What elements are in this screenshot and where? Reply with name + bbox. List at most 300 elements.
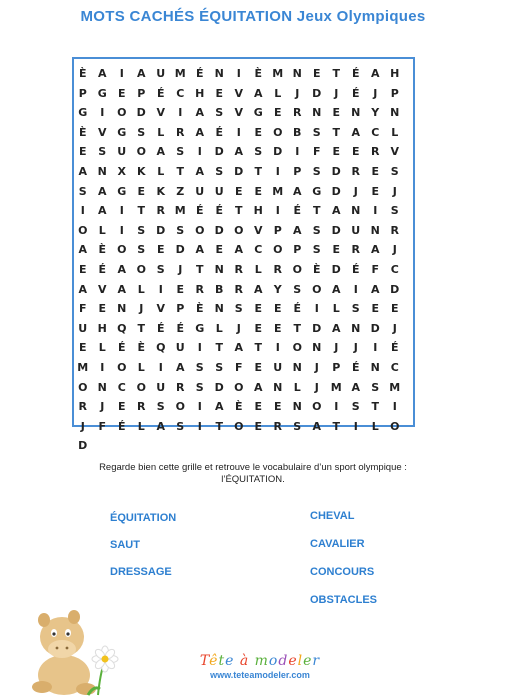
grid-cell: D xyxy=(156,223,166,237)
grid-cell: H xyxy=(195,86,205,100)
grid-cell: P xyxy=(78,86,87,100)
grid-cell: I xyxy=(334,400,339,414)
grid-cell: V xyxy=(253,223,263,237)
grid-cell: A xyxy=(351,125,360,139)
grid-cell: S xyxy=(137,223,146,237)
grid-cell: A xyxy=(234,341,243,355)
word-search-grid xyxy=(73,64,415,456)
grid-cell: A xyxy=(136,67,146,80)
page-title: MOTS CACHÉS ÉQUITATION Jeux Olympiques xyxy=(80,8,426,25)
grid-cell: S xyxy=(156,400,165,414)
grid-cell: A xyxy=(156,145,165,159)
grid-cell: V xyxy=(97,125,107,139)
grid-cell: R xyxy=(293,106,302,120)
grid-cell: È xyxy=(195,302,204,316)
grid-cell: J xyxy=(139,302,144,316)
grid-cell: T xyxy=(332,67,340,80)
grid-cell: U xyxy=(156,380,166,394)
grid-cell: E xyxy=(215,86,223,100)
grid-cell: L xyxy=(274,86,282,100)
grid-cell: J xyxy=(178,262,183,276)
grid-cell: V xyxy=(234,86,243,100)
grid-cell: V xyxy=(390,145,399,159)
grid-cell: A xyxy=(78,243,87,257)
grid-cell: A xyxy=(214,400,224,414)
grid-cell: D xyxy=(214,145,224,159)
grid-cell: M xyxy=(77,360,89,374)
grid-cell: E xyxy=(371,164,379,178)
grid-cell: I xyxy=(197,400,202,414)
grid-cell: O xyxy=(78,380,88,394)
grid-cell: É xyxy=(195,67,204,80)
grid-cell: V xyxy=(97,282,107,296)
grid-cell: L xyxy=(98,341,106,355)
grid-cell: R xyxy=(176,380,185,394)
grid-cell: O xyxy=(136,145,146,159)
grid-cell: Y xyxy=(371,106,380,120)
grid-cell: D xyxy=(136,106,146,120)
grid-cell: É xyxy=(117,341,126,355)
grid-cell: J xyxy=(80,419,85,433)
grid-cell: E xyxy=(137,184,145,198)
grid-cell: È xyxy=(78,125,87,139)
grid-cell: S xyxy=(156,262,165,276)
grid-cell: D xyxy=(214,380,224,394)
grid-cell: E xyxy=(332,145,340,159)
grid-cell: I xyxy=(197,341,202,355)
grid-cell: C xyxy=(117,380,126,394)
grid-cell: È xyxy=(254,67,262,80)
grid-cell: A xyxy=(117,262,126,276)
grid-cell: É xyxy=(351,262,360,276)
grid-cell: I xyxy=(119,223,124,237)
grid-cell: E xyxy=(371,184,379,198)
grid-cell: N xyxy=(312,106,322,120)
grid-cell: N xyxy=(97,164,107,178)
grid-cell: V xyxy=(234,106,243,120)
grid-cell: N xyxy=(273,380,283,394)
grid-cell: O xyxy=(234,380,244,394)
grid-cell: É xyxy=(390,341,399,355)
site-logo xyxy=(185,653,335,680)
grid-cell: E xyxy=(98,302,106,316)
grid-cell: F xyxy=(371,262,379,276)
grid-cell: G xyxy=(253,106,263,120)
grid-cell: R xyxy=(371,145,380,159)
word-saut: SAUT xyxy=(110,539,140,551)
grid-cell: N xyxy=(292,360,302,374)
grid-cell: E xyxy=(273,302,282,316)
grid-cell: A xyxy=(253,282,263,296)
grid-cell: S xyxy=(312,125,321,139)
instructions xyxy=(40,462,466,486)
grid-cell: S xyxy=(176,419,185,433)
grid-cell: P xyxy=(390,86,399,100)
grid-cell: S xyxy=(137,125,146,139)
grid-cell: K xyxy=(156,184,166,198)
grid-cell: E xyxy=(254,321,262,335)
grid-cell: V xyxy=(156,302,165,316)
grid-cell: A xyxy=(370,243,380,257)
grid-cell: D xyxy=(175,243,185,257)
site-url: www.teteamodeler.com xyxy=(210,670,310,680)
grid-cell: U xyxy=(214,184,224,198)
grid-cell: O xyxy=(273,243,283,257)
grid-cell: I xyxy=(119,204,124,218)
grid-cell: E xyxy=(234,184,243,198)
grid-cell: V xyxy=(156,106,165,120)
grid-cell: J xyxy=(295,86,300,100)
grid-cell: E xyxy=(254,400,262,414)
grid-cell: D xyxy=(331,164,341,178)
grid-cell: É xyxy=(351,67,360,80)
grid-cell: T xyxy=(312,204,321,218)
grid-cell: R xyxy=(137,400,146,414)
grid-cell: O xyxy=(292,262,302,276)
word-obstacles: OBSTACLES xyxy=(310,594,378,606)
grid-cell: N xyxy=(351,204,361,218)
grid-cell: A xyxy=(195,106,204,120)
grid-cell: E xyxy=(312,67,321,80)
word-cavalier: CAVALIER xyxy=(310,538,365,550)
grid-cell: S xyxy=(293,282,302,296)
grid-cell: S xyxy=(390,164,399,178)
grid-cell: I xyxy=(275,164,280,178)
brand-logo-text: Tête à modeler xyxy=(199,653,321,669)
grid-cell: S xyxy=(351,302,360,316)
grid-cell: A xyxy=(97,204,107,218)
grid-cell: R xyxy=(390,223,399,237)
grid-cell: L xyxy=(98,223,106,237)
grid-cell: A xyxy=(97,184,107,198)
grid-cell: H xyxy=(253,204,263,218)
grid-cell: J xyxy=(334,86,339,100)
grid-cell: P xyxy=(273,223,282,237)
grid-cell: I xyxy=(353,419,358,433)
grid-cell: D xyxy=(312,86,322,100)
grid-cell: M xyxy=(272,184,284,198)
grid-cell: T xyxy=(254,164,262,178)
grid-cell: L xyxy=(215,321,223,335)
grid-cell: E xyxy=(273,400,282,414)
grid-cell: A xyxy=(195,164,204,178)
grid-cell: C xyxy=(176,86,185,100)
grid-cell: J xyxy=(373,86,378,100)
grid-cell: R xyxy=(195,282,204,296)
grid-cell: I xyxy=(275,341,280,355)
grid-cell: R xyxy=(273,262,282,276)
grid-cell: E xyxy=(332,243,340,257)
grid-cell: H xyxy=(97,321,107,335)
grid-cell: I xyxy=(353,282,358,296)
grid-cell: É xyxy=(176,321,184,335)
grid-cell: C xyxy=(390,360,399,374)
grid-cell: E xyxy=(254,360,262,374)
grid-cell: É xyxy=(351,86,360,100)
grid-cell: N xyxy=(312,341,322,355)
grid-cell: A xyxy=(195,125,204,139)
grid-cell: S xyxy=(176,223,185,237)
word-cheval: CHEVAL xyxy=(310,510,355,522)
grid-cell: S xyxy=(78,184,87,198)
grid-cell: N xyxy=(292,67,302,80)
grid-cell: G xyxy=(117,125,127,139)
grid-cell: É xyxy=(156,321,165,335)
grid-cell: A xyxy=(370,282,380,296)
grid-cell: A xyxy=(331,282,341,296)
grid-cell: P xyxy=(176,302,185,316)
grid-cell: O xyxy=(78,223,88,237)
grid-cell: É xyxy=(195,204,204,218)
word-dressage: DRESSAGE xyxy=(110,566,172,578)
grid-cell: I xyxy=(158,282,163,296)
grid-cell: É xyxy=(117,419,126,433)
grid-cell: T xyxy=(234,204,243,218)
grid-cell: M xyxy=(330,380,342,394)
grid-cell: U xyxy=(175,341,185,355)
grid-cell: E xyxy=(273,106,282,120)
grid-cell: D xyxy=(390,282,400,296)
grid-cell: T xyxy=(176,164,184,178)
grid-cell: R xyxy=(234,262,243,276)
grid-cell: O xyxy=(117,360,127,374)
grid-cell: L xyxy=(293,380,301,394)
grid-cell: N xyxy=(214,67,224,80)
grid-cell: Q xyxy=(117,321,127,335)
grid-cell: S xyxy=(234,302,243,316)
grid-cell: C xyxy=(390,262,399,276)
grid-cell: T xyxy=(215,419,223,433)
grid-cell: A xyxy=(253,380,263,394)
grid-cell: U xyxy=(117,145,127,159)
grid-cell: É xyxy=(156,86,165,100)
grid-cell: I xyxy=(100,360,105,374)
grid-cell: I xyxy=(373,341,378,355)
grid-cell: D xyxy=(312,321,322,335)
grid-cell: Q xyxy=(156,341,166,355)
grid-cell: E xyxy=(371,302,379,316)
grid-cell: É xyxy=(293,204,301,218)
grid-cell: S xyxy=(312,223,321,237)
grid-cell: O xyxy=(195,223,205,237)
grid-cell: O xyxy=(234,419,244,433)
grid-cell: S xyxy=(293,419,302,433)
grid-cell: L xyxy=(254,262,262,276)
grid-cell: I xyxy=(236,125,241,139)
grid-cell: E xyxy=(332,106,340,120)
grid-cell: O xyxy=(292,341,302,355)
grid-cell: A xyxy=(312,419,321,433)
grid-cell: L xyxy=(137,419,145,433)
grid-cell: D xyxy=(273,145,283,159)
grid-cell: E xyxy=(117,86,126,100)
grid-cell: G xyxy=(97,86,107,100)
grid-cell: J xyxy=(236,321,241,335)
grid-cell: O xyxy=(117,106,127,120)
grid-cell: S xyxy=(195,380,204,394)
grid-cell: T xyxy=(293,321,301,335)
grid-cell: J xyxy=(314,360,319,374)
grid-cell: J xyxy=(392,243,397,257)
grid-cell: A xyxy=(195,243,204,257)
grid-cell: R xyxy=(234,282,243,296)
grid-cell: T xyxy=(137,204,145,218)
grid-cell: L xyxy=(371,419,379,433)
grid-cell: U xyxy=(351,223,361,237)
grid-cell: A xyxy=(97,67,107,80)
grid-cell: A xyxy=(78,282,87,296)
grid-cell: M xyxy=(174,67,186,80)
grid-cell: È xyxy=(137,341,145,355)
grid-cell: F xyxy=(98,419,106,433)
grid-cell: T xyxy=(215,341,223,355)
grid-cell: É xyxy=(215,125,223,139)
grid-cell: R xyxy=(176,125,185,139)
grid-cell: I xyxy=(119,67,124,80)
grid-cell: A xyxy=(370,67,380,80)
grid-cell: D xyxy=(234,164,244,178)
grid-cell: T xyxy=(137,321,145,335)
grid-cell: L xyxy=(137,282,145,296)
grid-cell: E xyxy=(390,302,399,316)
grid-cell: È xyxy=(98,243,106,257)
grid-cell: N xyxy=(214,262,224,276)
grid-cell: O xyxy=(117,243,127,257)
grid-cell: O xyxy=(273,125,283,139)
grid-cell: I xyxy=(158,360,163,374)
grid-cell: J xyxy=(353,341,358,355)
grid-cell: C xyxy=(254,243,263,257)
word-equitation: ÉQUITATION xyxy=(110,512,177,524)
grid-cell: A xyxy=(117,282,126,296)
grid-cell: S xyxy=(351,400,360,414)
grid-cell: I xyxy=(178,106,183,120)
grid-cell: K xyxy=(136,164,146,178)
grid-cell: S xyxy=(137,243,146,257)
grid-cell: È xyxy=(312,262,321,276)
grid-cell: I xyxy=(197,419,202,433)
grid-cell: Z xyxy=(176,184,185,198)
grid-cell: U xyxy=(156,67,166,80)
grid-cell: N xyxy=(97,380,107,394)
grid-cell: B xyxy=(293,125,302,139)
grid-cell: D xyxy=(370,321,380,335)
grid-cell: S xyxy=(98,145,107,159)
grid-cell: I xyxy=(295,145,300,159)
grid-cell: É xyxy=(293,302,301,316)
grid-cell: P xyxy=(137,86,146,100)
grid-cell: S xyxy=(215,360,224,374)
grid-cell: O xyxy=(175,400,185,414)
grid-cell: S xyxy=(215,106,224,120)
grid-cell: L xyxy=(391,125,399,139)
grid-cell: U xyxy=(78,321,88,335)
grid-cell: J xyxy=(353,184,358,198)
grid-cell: C xyxy=(371,125,380,139)
grid-cell: D xyxy=(331,262,341,276)
grid-cell: G xyxy=(78,106,88,120)
grid-cell: O xyxy=(312,282,322,296)
grid-cell: T xyxy=(195,262,204,276)
grid-cell: R xyxy=(156,204,165,218)
grid-cell: J xyxy=(334,341,339,355)
grid-cell: E xyxy=(78,341,87,355)
word-concours: CONCOURS xyxy=(310,566,375,578)
grid-cell: É xyxy=(215,204,223,218)
grid-cell: E xyxy=(215,243,223,257)
grid-cell: J xyxy=(392,184,397,198)
grid-cell: X xyxy=(117,164,126,178)
grid-cell: N xyxy=(390,106,400,120)
grid-cell: I xyxy=(236,67,241,80)
grid-cell: I xyxy=(373,204,378,218)
grid-cell: E xyxy=(176,282,184,296)
grid-cell: A xyxy=(175,360,185,374)
grid-cell: S xyxy=(195,360,204,374)
grid-cell: O xyxy=(234,223,244,237)
grid-cell: È xyxy=(234,400,243,414)
grid-cell: A xyxy=(351,380,360,394)
grid-cell: M xyxy=(389,380,401,394)
grid-cell: S xyxy=(254,145,263,159)
grid-cell: E xyxy=(78,262,87,276)
grid-cell: M xyxy=(174,204,186,218)
grid-cell: G xyxy=(312,184,322,198)
instructions-line-1: Regarde bien cette grille et retrouve le vocabulaire d’un sport olympique : xyxy=(99,462,407,473)
grid-cell: P xyxy=(332,360,341,374)
grid-cell: S xyxy=(176,145,185,159)
grid-cell: F xyxy=(78,302,87,316)
grid-cell: A xyxy=(331,321,341,335)
grid-cell: E xyxy=(78,145,87,159)
grid-cell: M xyxy=(272,67,284,80)
grid-cell: J xyxy=(392,321,397,335)
grid-cell: P xyxy=(293,243,302,257)
grid-cell: T xyxy=(332,125,340,139)
grid-cell: I xyxy=(100,106,105,120)
grid-cell: F xyxy=(312,145,321,159)
grid-cell: O xyxy=(390,419,400,433)
grid-cell: U xyxy=(195,184,205,198)
grid-cell: A xyxy=(253,86,263,100)
grid-cell: E xyxy=(254,302,262,316)
grid-cell: J xyxy=(314,380,319,394)
grid-cell: S xyxy=(371,380,380,394)
grid-cell: S xyxy=(312,164,321,178)
grid-cell: A xyxy=(234,243,243,257)
grid-cell: E xyxy=(351,145,360,159)
grid-cell: D xyxy=(331,184,341,198)
instructions-line-2: l’ÉQUITATION. xyxy=(221,474,285,485)
grid-cell: N xyxy=(292,400,302,414)
grid-cell: S xyxy=(215,164,224,178)
grid-cell: O xyxy=(136,262,146,276)
grid-cell: L xyxy=(137,360,145,374)
grid-cell: F xyxy=(234,360,243,374)
grid-cell: N xyxy=(370,223,380,237)
grid-cell: L xyxy=(332,302,340,316)
grid-cell: L xyxy=(157,125,165,139)
grid-cell: A xyxy=(156,419,165,433)
grid-cell: A xyxy=(331,204,341,218)
grid-cell: N xyxy=(214,302,224,316)
hippo-mascot-illustration xyxy=(28,605,128,697)
grid-cell: D xyxy=(214,223,224,237)
grid-cell: I xyxy=(392,400,397,414)
grid-cell: A xyxy=(292,223,302,237)
grid-cell: R xyxy=(273,419,282,433)
grid-cell: S xyxy=(312,243,321,257)
